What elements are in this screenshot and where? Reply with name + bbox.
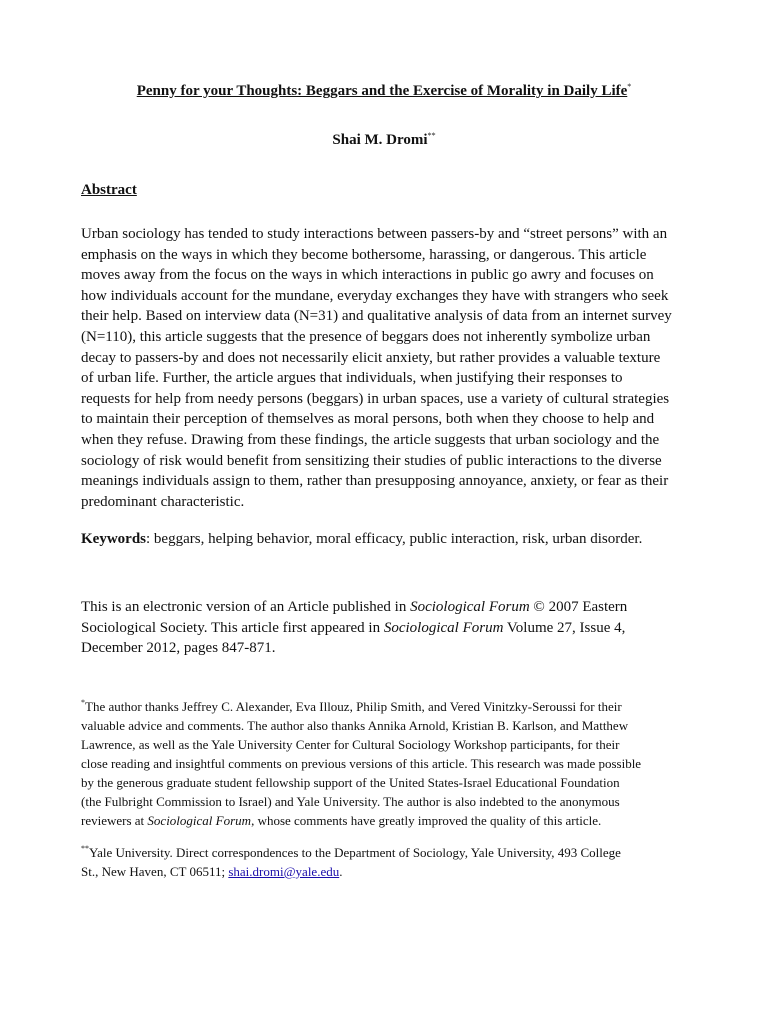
abstract-line: how individuals account for the mundane, everyday exchanges they have with strangers who seek — [81, 287, 669, 304]
footnote-acknowledgments — [81, 697, 641, 830]
abstract-line: Urban sociology has tended to study interactions between passers-by and “street persons” with an — [81, 226, 668, 242]
publication-note-text: © 2007 Eastern — [529, 599, 628, 615]
publication-note — [81, 597, 627, 659]
abstract-line: (N=110), this article suggests that the presence of beggars does not inherently symbolize urban — [81, 328, 651, 345]
author-line — [0, 132, 768, 149]
footnote-text: The author thanks Jeffrey C. Alexander, Eva Illouz, Philip Smith, and Vered Vinitzky-Seroussi for their — [85, 699, 622, 714]
footnote-line: close reading and insightful comments on previous versions of this article. This research was made possible — [81, 756, 642, 771]
journal-name: Sociological Forum — [410, 599, 530, 615]
abstract-line: decay to passers-by and does not necessarily elicit anxiety, but rather provides a valuable texture — [81, 349, 661, 366]
journal-name: Sociological Forum — [147, 813, 252, 828]
title-text: Penny for your Thoughts: Beggars and the Exercise of Morality in Daily Life — [136, 83, 628, 99]
abstract-line: when they refuse. Drawing from these findings, the article suggests that urban sociology and the — [81, 431, 660, 448]
footnote-line — [81, 843, 621, 862]
abstract-line: sociology of risk would benefit from sensitizing their studies of public interactions to the diverse — [81, 452, 662, 469]
author-name: Shai M. Dromi — [332, 132, 428, 148]
footnote-mark: * — [81, 698, 85, 707]
footnote-line: (the Fulbright Commission to Israel) and Yale University. The author is also indebted to the anonymous — [81, 794, 620, 809]
footnote-text: Yale University. Direct correspondences to the Department of Sociology, Yale University, 493 College — [89, 845, 621, 860]
publication-note-text: This is an electronic version of an Article published in — [81, 599, 411, 615]
footnote-text: , whose comments have greatly improved the quality of this article. — [251, 813, 602, 828]
abstract-line: their help. Based on interview data (N=31) and qualitative analysis of data from an internet survey — [81, 308, 672, 325]
author-email-link[interactable]: shai.dromi@yale.edu — [228, 864, 340, 879]
publication-note-line — [81, 597, 627, 618]
author-footnote-mark: ** — [427, 131, 436, 140]
abstract-line: to maintain their perception of themselves as moral persons, both when they choose to help and — [81, 411, 655, 428]
abstract-heading: Abstract — [81, 182, 137, 198]
footnote-line — [81, 862, 621, 881]
footnote-text: reviewers at — [81, 813, 148, 828]
keywords-list: : beggars, helping behavior, moral efficacy, public interaction, risk, urban disorder. — [146, 531, 643, 547]
footnote-mark: ** — [81, 844, 89, 853]
title-footnote-mark: * — [627, 82, 632, 91]
abstract-line: predominant characteristic. — [81, 493, 245, 510]
keywords-label: Keywords — [81, 531, 146, 547]
footnote-correspondence — [81, 843, 621, 881]
abstract-body — [81, 224, 681, 512]
abstract-line: requests for help from needy persons (beggars) in urban spaces, use a variety of cultural strategies — [81, 390, 670, 407]
abstract-line: of urban life. Further, the article argues that individuals, when justifying their responses to — [81, 370, 623, 387]
publication-note-text: Sociological Society. This article first appeared in — [81, 619, 384, 636]
footnote-line — [81, 811, 641, 830]
footnote-line: by the generous graduate student fellowship support of the United States-Israel Educational Foundation — [81, 775, 620, 790]
abstract-line: emphasis on the ways in which they become bothersome, harassing, or dangerous. This article — [81, 246, 647, 263]
footnote-text: . — [339, 864, 343, 879]
footnote-line — [81, 697, 641, 716]
paper-title — [0, 83, 768, 100]
publication-note-text: Volume 27, Issue 4, — [503, 619, 626, 636]
abstract-line: moves away from the focus on the ways in which interactions in public go awry and focuses on — [81, 267, 654, 284]
footnote-line: Lawrence, as well as the Yale University Center for Cultural Sociology Workshop participants, for their — [81, 737, 620, 752]
footnote-text: St., New Haven, CT 06511; — [81, 864, 229, 879]
abstract-line: meanings individuals assign to them, rather than presupposing annoyance, anxiety, or fear as their — [81, 473, 669, 490]
footnote-line: valuable advice and comments. The author also thanks Annika Arnold, Kristian B. Karlson, and Matthew — [81, 718, 629, 733]
publication-note-line: December 2012, pages 847-871. — [81, 640, 276, 657]
keywords — [81, 531, 642, 548]
publication-note-line — [81, 618, 627, 639]
journal-name: Sociological Forum — [383, 619, 504, 636]
